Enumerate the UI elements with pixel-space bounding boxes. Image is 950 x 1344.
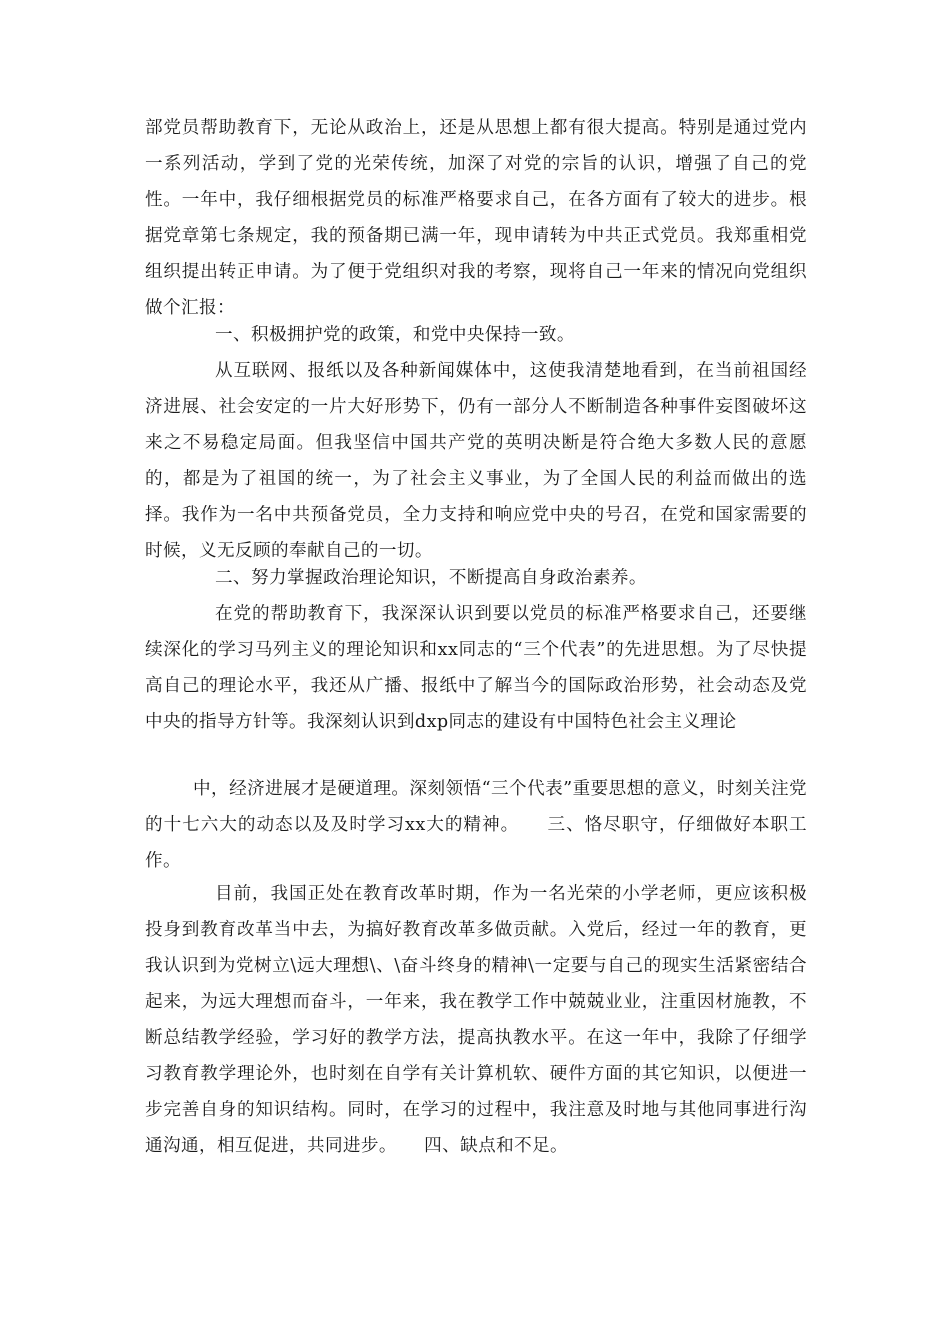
paragraph-intro: 部党员帮助教育下，无论从政治上，还是从思想上都有很大提高。特别是通过党内一系列活动，学到了党的光荣传统，加深了对党的宗旨的认识，增强了自己的党性。一年中，我仔细根据党员的标准严格要求自己，在各方面有了较大的进步。根据党章第七条规定，我的预备期已满一年，现申请转为中共正式党员。我郑重相党组织提出转正申请。为了便于党组织对我的考察，现将自己一年来的情况向党组织做个汇报： [145, 118, 807, 318]
section-heading-2: 二、努力掌握政治理论知识，不断提高自身政治素养。 [215, 568, 647, 588]
paragraph-section-2-continued: 中，经济进展才是硬道理。深刻领悟“三个代表”重要思想的意义，时刻关注党的十七六大的动态以及及时学习xx大的精神。 三、恪尽职守，仔细做好本职工作。 [145, 779, 807, 871]
paragraph-section-1: 从互联网、报纸以及各种新闻媒体中，这使我清楚地看到，在当前祖国经济进展、社会安定的一片大好形势下，仍有一部分人不断制造各种事件妄图破坏这来之不易稳定局面。但我坚信中国共产党的英明决断是符合绝大多数人民的意愿的，都是为了祖国的统一，为了社会主义事业，为了全国人民的利益而做出的选择。我作为一名中共预备党员，全力支持和响应党中央的号召，在党和国家需要的时候，义无反顾的奉献自己的一切。 [145, 361, 807, 561]
section-heading-1: 一、积极拥护党的政策，和党中央保持一致。 [215, 325, 575, 345]
paragraph-section-3: 目前，我国正处在教育改革时期，作为一名光荣的小学老师，更应该积极投身到教育改革当中去，为搞好教育改革多做贡献。入党后，经过一年的教育，更我认识到为党树立\远大理想\、\奋斗终身的精神\一定要与自己的现实生活紧密结合起来，为远大理想而奋斗，一年来，我在教学工作中兢兢业业，注重因材施教，不断总结教学经验，学习好的教学方法，提高执教水平。在这一年中，我除了仔细学习教育教学理论外，也时刻在自学有关计算机软、硬件方面的其它知识，以便进一步完善自身的知识结构。同时，在学习的过程中，我注意及时地与其他同事进行沟通沟通，相互促进，共同进步。 四、缺点和不足。 [145, 884, 807, 1156]
paragraph-section-2: 在党的帮助教育下，我深深认识到要以党员的标准严格要求自己，还要继续深化的学习马列主义的理论知识和xx同志的“三个代表”的先进思想。为了尽快提高自己的理论水平，我还从广播、报纸中了解当今的国际政治形势，社会动态及党中央的指导方针等。我深刻认识到dxp同志的建设有中国特色社会主义理论 [145, 604, 807, 732]
